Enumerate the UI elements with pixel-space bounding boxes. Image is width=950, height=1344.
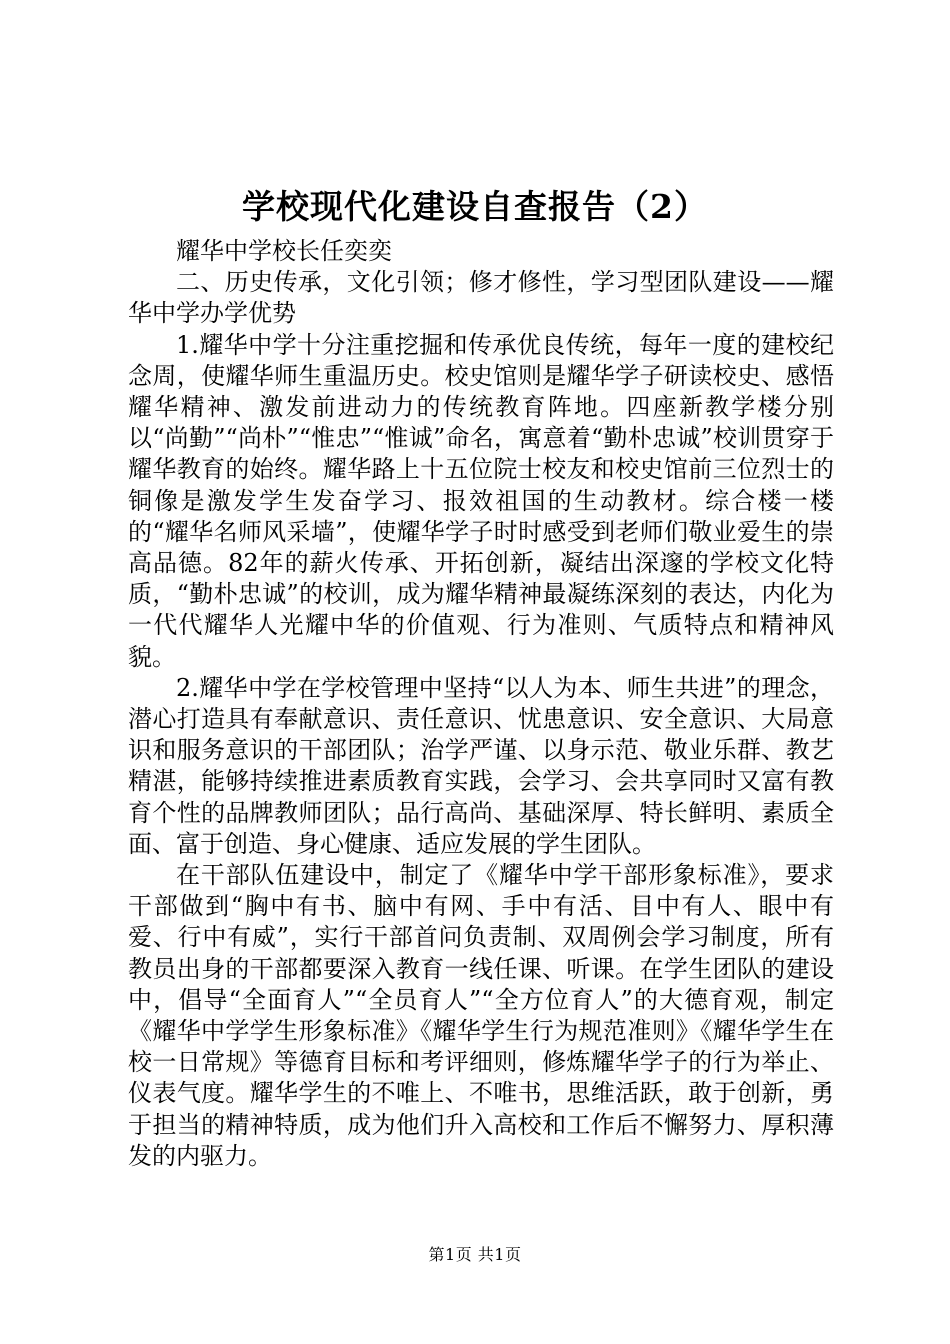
- document-title: 学校现代化建设自查报告（2）: [242, 187, 708, 226]
- author-line: 耀华中学校长任奕奕: [176, 237, 392, 265]
- body-paragraph-1: 1.耀华中学十分注重挖掘和传承优良传统，每年一度的建校纪念周，使耀华师生重温历史。校史馆则是耀华学子研读校史、感悟耀华精神、激发前进动力的传统教育阵地。四座新教学楼分别以“尚勤”“尚朴”“惟忠”“惟诚”命名，寓意着“勤朴忠诚”校训贯穿于耀华教育的始终。耀华路上十五位院士校友和校史馆前三位烈士的铜像是激发学生发奋学习、报效祖国的生动教材。综合楼一楼的“耀华名师风采墙”，使耀华学子时时感受到老师们敬业爱生的崇高品德。82年的薪火传承、开拓创新，凝结出深邃的学校文化特质，“勤朴忠诚”的校训，成为耀华精神最凝练深刻的表达，内化为一代代耀华人光耀中华的价值观、行为准则、气质特点和精神风貌。: [128, 330, 834, 671]
- document-body: [128, 236, 834, 1172]
- body-paragraph-2: 2.耀华中学在学校管理中坚持“以人为本、师生共进”的理念，潜心打造具有奉献意识、责任意识、忧患意识、安全意识、大局意识和服务意识的干部团队；治学严谨、以身示范、敬业乐群、教艺精湛，能够持续推进素质教育实践，会学习、会共享同时又富有教育个性的品牌教师团队；品行高尚、基础深厚、特长鲜明、素质全面、富于创造、身心健康、适应发展的学生团队。: [128, 673, 834, 858]
- page-number-footer: 第1页 共1页: [428, 1245, 522, 1264]
- section-heading: 二、历史传承，文化引领；修才修性，学习型团队建设——耀华中学办学优势: [128, 268, 834, 328]
- body-paragraph-3: 在干部队伍建设中，制定了《耀华中学干部形象标准》，要求干部做到“胸中有书、脑中有网、手中有活、目中有人、眼中有爱、行中有威”，实行干部首问负责制、双周例会学习制度，所有教员出身的干部都要深入教育一线任课、听课。在学生团队的建设中，倡导“全面育人”“全员育人”“全方位育人”的大德育观，制定《耀华中学学生形象标准》《耀华学生行为规范准则》《耀华学生在校一日常规》等德育目标和考评细则，修炼耀华学子的行为举止、仪表气度。耀华学生的不唯上、不唯书，思维活跃，敢于创新，勇于担当的精神特质，成为他们升入高校和工作后不懈努力、厚积薄发的内驱力。: [128, 861, 834, 1170]
